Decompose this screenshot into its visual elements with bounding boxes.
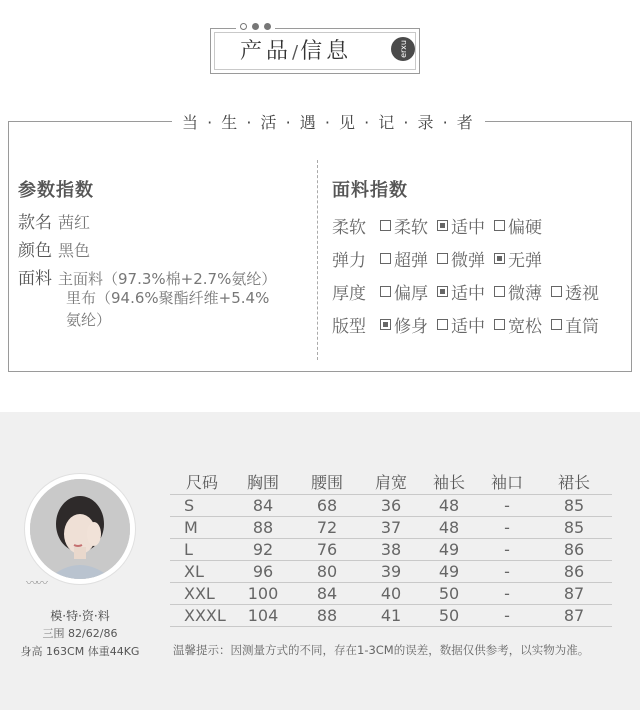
table-cell: -: [478, 495, 536, 517]
fabric-option: [380, 279, 428, 304]
table-cell: 36: [362, 495, 420, 517]
fabric-option: [494, 279, 542, 304]
unchecked-box-icon: [380, 253, 391, 264]
table-cell: 88: [234, 517, 292, 539]
table-cell: 49: [420, 539, 478, 561]
fabric-row-label: 柔软: [332, 218, 366, 238]
table-cell: XXL: [170, 583, 234, 605]
table-cell: M: [170, 517, 234, 539]
table-cell: 37: [362, 517, 420, 539]
checked-box-icon: [437, 220, 448, 231]
size-table: [170, 468, 612, 627]
table-cell: 39: [362, 561, 420, 583]
fabric-option-label: 无弹: [508, 251, 542, 271]
fabric-option-label: 适中: [451, 284, 485, 304]
header-waist: 腰围: [310, 472, 343, 492]
table-cell: 50: [420, 605, 478, 627]
unchecked-box-icon: [437, 253, 448, 264]
table-cell: 100: [234, 583, 292, 605]
table-cell: S: [170, 495, 234, 517]
fabric-row-label: 弹力: [332, 251, 366, 271]
header-shoulder: 肩宽: [374, 472, 407, 492]
fabric-row: [332, 213, 551, 238]
header-skirt-length: 裙长: [557, 472, 590, 492]
size-table-header: [170, 468, 612, 495]
wave-ornament: 〰〰: [26, 576, 47, 590]
table-cell: 104: [234, 605, 292, 627]
unchecked-box-icon: [494, 286, 505, 297]
table-cell: 88: [292, 605, 362, 627]
table-row: [170, 517, 612, 539]
fabric-option: [437, 312, 485, 337]
fabric-row-label: 厚度: [332, 284, 366, 304]
model-info-title: 模·特·资·料: [50, 609, 110, 623]
table-cell: -: [478, 583, 536, 605]
fabric-option: [551, 279, 599, 304]
table-cell: -: [478, 539, 536, 561]
table-cell: 76: [292, 539, 362, 561]
fabric-title: 面料指数: [332, 180, 408, 201]
fabric-option-label: 偏厚: [394, 284, 428, 304]
fabric-option-label: 偏硬: [508, 218, 542, 238]
table-cell: 50: [420, 583, 478, 605]
header-cuff: 袖口: [490, 472, 523, 492]
table-cell: L: [170, 539, 234, 561]
fabric-option-label: 适中: [451, 317, 485, 337]
model-height-weight: 身高 163CM 体重44KG: [20, 645, 140, 658]
table-cell: 38: [362, 539, 420, 561]
table-cell: 40: [362, 583, 420, 605]
fabric-option: [437, 213, 485, 238]
table-row: [170, 539, 612, 561]
measurement-note: 温馨提示：因测量方式的不同，存在1-3CM的误差，数据仅供参考，以实物为准。: [173, 643, 590, 657]
fabric-option-label: 透视: [565, 284, 599, 304]
table-cell: -: [478, 517, 536, 539]
fabric-row: [332, 279, 608, 304]
param-row-material: 面料 主面料（97.3%棉+2.7%氨纶）: [18, 269, 277, 289]
table-cell: XL: [170, 561, 234, 583]
param-row-name: 款名 茜红: [18, 213, 91, 233]
fabric-option: [437, 279, 485, 304]
table-cell: 87: [536, 605, 612, 627]
checked-box-icon: [437, 286, 448, 297]
fabric-option-label: 适中: [451, 218, 485, 238]
table-cell: -: [478, 605, 536, 627]
table-cell: 86: [536, 539, 612, 561]
table-cell: 84: [292, 583, 362, 605]
column-divider: [317, 160, 318, 360]
fabric-option: [494, 213, 542, 238]
unchecked-box-icon: [494, 319, 505, 330]
table-cell: 84: [234, 495, 292, 517]
fabric-option-label: 宽松: [508, 317, 542, 337]
fabric-option: [437, 246, 485, 271]
table-cell: 49: [420, 561, 478, 583]
table-cell: 41: [362, 605, 420, 627]
header-bust: 胸围: [246, 472, 279, 492]
table-cell: 92: [234, 539, 292, 561]
table-row: [170, 605, 612, 627]
fabric-option: [494, 312, 542, 337]
fabric-option-label: 直筒: [565, 317, 599, 337]
table-cell: -: [478, 561, 536, 583]
fabric-option-label: 柔软: [394, 218, 428, 238]
table-row: [170, 561, 612, 583]
fabric-row-label: 版型: [332, 317, 366, 337]
table-cell: 87: [536, 583, 612, 605]
unchecked-box-icon: [551, 286, 562, 297]
fabric-option: [380, 246, 428, 271]
fabric-option: [551, 312, 599, 337]
table-cell: 86: [536, 561, 612, 583]
unchecked-box-icon: [380, 286, 391, 297]
unchecked-box-icon: [494, 220, 505, 231]
fabric-option: [494, 246, 542, 271]
page-title: 产品/信息: [240, 39, 353, 64]
table-cell: 96: [234, 561, 292, 583]
model-measurements: 三围 82/62/86: [42, 627, 118, 640]
fabric-option: [380, 213, 428, 238]
table-cell: 48: [420, 517, 478, 539]
fabric-option-label: 超弹: [394, 251, 428, 271]
fabric-row: [332, 246, 551, 271]
checked-box-icon: [494, 253, 505, 264]
table-cell: 85: [536, 495, 612, 517]
badge-dots-ornament: [236, 20, 275, 32]
params-title: 参数指数: [18, 180, 94, 201]
table-row: [170, 495, 612, 517]
brand-circle-logo: erxu: [391, 37, 415, 61]
table-cell: 68: [292, 495, 362, 517]
motto: 当 · 生 · 活 · 遇 · 见 · 记 · 录 · 者: [172, 110, 485, 133]
table-cell: 85: [536, 517, 612, 539]
unchecked-box-icon: [437, 319, 448, 330]
fabric-option-label: 微弹: [451, 251, 485, 271]
fabric-row: [332, 312, 608, 337]
material-lining: 里布（94.6%聚酯纤维+5.4% 氨纶）: [66, 289, 270, 329]
unchecked-box-icon: [551, 319, 562, 330]
model-avatar: [30, 479, 130, 579]
table-cell: 80: [292, 561, 362, 583]
header-sleeve-length: 袖长: [432, 472, 465, 492]
fabric-option: [380, 312, 428, 337]
header-size: 尺码: [185, 472, 218, 492]
checked-box-icon: [380, 319, 391, 330]
param-row-color: 颜色 黑色: [18, 241, 91, 261]
fabric-option-label: 微薄: [508, 284, 542, 304]
unchecked-box-icon: [380, 220, 391, 231]
fabric-option-label: 修身: [394, 317, 428, 337]
table-row: [170, 583, 612, 605]
table-cell: 72: [292, 517, 362, 539]
table-cell: 48: [420, 495, 478, 517]
table-cell: XXXL: [170, 605, 234, 627]
